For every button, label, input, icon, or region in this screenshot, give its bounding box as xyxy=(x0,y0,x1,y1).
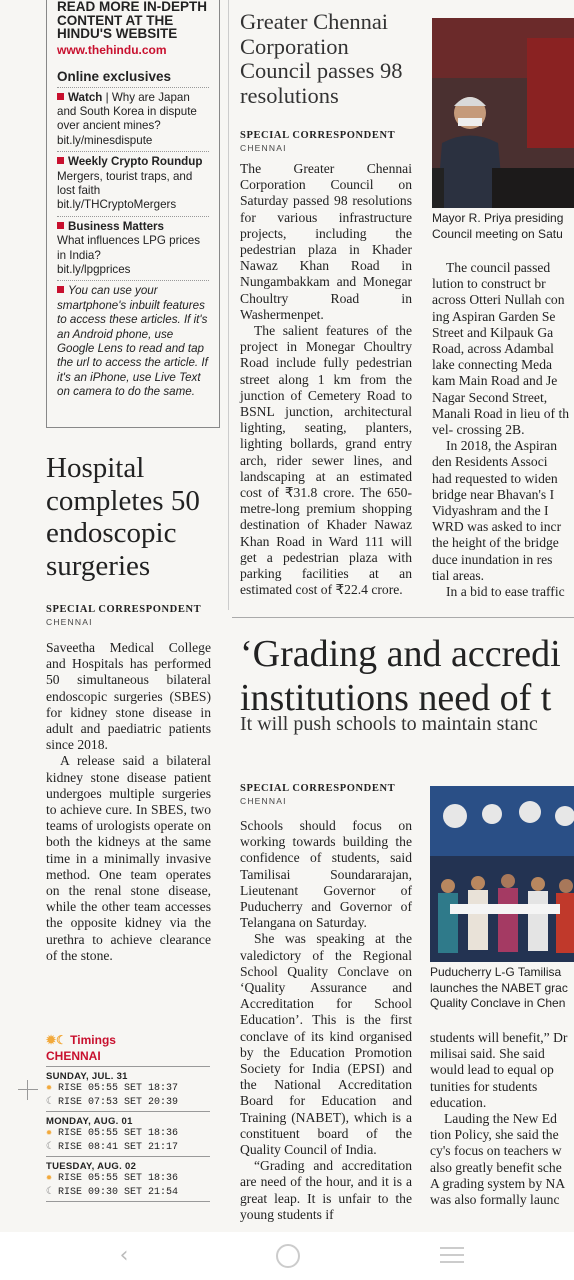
promo-item-label: Business Matters xyxy=(68,219,165,233)
dateline: CHENNAI xyxy=(46,617,93,627)
column-line: cy's focus on teachers w xyxy=(430,1143,562,1159)
timings-title xyxy=(46,1033,210,1047)
column-line: students will benefit,” Dr xyxy=(430,1030,568,1045)
gcc-byline-block xyxy=(240,130,420,153)
promo-note-text: You can use your smartphone's inbuilt features to access these articles. If it's an Android phone, use Google Lens to read and tap the url to access the article. If it's an iPhone, use Live Text on camera to do the same. xyxy=(57,284,208,399)
caption-line: Council meeting on Satu xyxy=(432,226,563,241)
column-divider xyxy=(228,0,229,610)
column-line: Lauding the New Ed xyxy=(444,1111,557,1127)
conclave-photo-image xyxy=(430,786,574,962)
site-url[interactable]: www.thehindu.com xyxy=(57,42,167,57)
conclave-photo xyxy=(430,786,574,962)
timings-title-text: Timings xyxy=(70,1033,116,1047)
sun-icon: ✹ xyxy=(46,1128,53,1139)
timings-city: CHENNAI xyxy=(46,1049,210,1067)
column-line: ing Aspiran Garden Se xyxy=(432,308,556,324)
sun-moon-icon: ✹☾ xyxy=(46,1033,67,1047)
column-line: den Residents Associ xyxy=(432,454,548,470)
online-promo-box xyxy=(46,0,220,428)
column-line: lution to construct br xyxy=(432,276,546,292)
sun-row xyxy=(46,1172,210,1186)
moon-icon: ☾ xyxy=(46,1141,53,1153)
column-line: kam Main Road and Je xyxy=(432,373,558,389)
column-line: bridge near Bhavan's I xyxy=(432,486,555,502)
headline-line: institutions need of t xyxy=(240,677,552,719)
timings-day: MONDAY, AUG. 01 xyxy=(46,1116,133,1127)
sun-row xyxy=(46,1082,210,1096)
promo-item-link[interactable]: bit.ly/minesdispute xyxy=(57,133,153,147)
moon-row xyxy=(46,1096,210,1110)
hospital-byline-block xyxy=(46,604,216,627)
column-line: education. xyxy=(430,1094,487,1110)
article-paragraph: She was speaking at the valedictory of the Regional School Quality Conclave on ‘Quality Assurance and Accreditation for School Education’. This is the first conclave of its kind organised by the Education Promotion Society for India (EPSI) and the National Accreditation Board for Education and Training (NABET), which is a constituent board of the Quality Council of India. xyxy=(240,931,412,1158)
column-line: was also formally launc xyxy=(430,1192,560,1208)
article-paragraph: Schools should focus on working towards building the confidence of students, said Tamilisai Soundararajan, Lieutenant Governor of Puducherry and Governor of Telangana on Saturday. xyxy=(240,818,412,931)
column-line: The council passed xyxy=(446,260,551,275)
moon-icon: ☾ xyxy=(46,1186,53,1198)
article-paragraph: The salient features of the project in Monegar Choultry Road include fully pedestrian street along 1 km from the junction of Cemetery Road to BSNL junction, architectural lighting, seating, planters, lighting bollards, grand entry arch, rider sewer lines, and landscaping at an estimated cost of ₹31.8 crore. The 650-metre-long premium shopping destination of Khader Nawaz Khan Road in Ward 111 will get a pedestrian plaza with parking facilities at an estimated cost of ₹22.4 crore. xyxy=(240,323,412,598)
bullet-square-icon xyxy=(57,286,64,293)
home-icon[interactable] xyxy=(276,1244,300,1268)
byline: SPECIAL CORRESPONDENT xyxy=(240,130,396,141)
byline: SPECIAL CORRESPONDENT xyxy=(46,604,202,615)
moon-times: RISE 08:41 SET 21:17 xyxy=(58,1141,179,1153)
promo-item-link[interactable]: bit.ly/lpgprices xyxy=(57,262,131,276)
moon-row xyxy=(46,1186,210,1200)
moon-row xyxy=(46,1141,210,1155)
bullet-square-icon xyxy=(57,157,64,164)
section-divider xyxy=(232,617,574,618)
sun-icon: ✹ xyxy=(46,1083,53,1094)
timings-day-block xyxy=(46,1071,210,1112)
grading-subhead: It will push schools to maintain stanc xyxy=(240,713,538,735)
caption-line: Quality Conclave in Chen xyxy=(430,996,566,1010)
column-line: had requested to widen xyxy=(432,470,558,486)
promo-item-crypto xyxy=(57,151,209,216)
article-paragraph: “Grading and accreditation are need of the hour, and it is a great leap. It is unfair to the young students if xyxy=(240,1158,412,1222)
gcc-article-column-3 xyxy=(432,260,574,600)
promo-item-business xyxy=(57,216,209,281)
column-text xyxy=(432,260,574,600)
promo-item-label: Weekly Crypto Roundup xyxy=(68,155,203,169)
promo-item-text: What influences LPG prices in India? xyxy=(57,234,201,262)
recent-apps-icon[interactable] xyxy=(440,1247,464,1263)
sun-times: RISE 05:55 SET 18:36 xyxy=(58,1173,179,1184)
column-line: the height of the bridge xyxy=(432,535,559,551)
council-photo-image xyxy=(432,18,574,208)
hospital-headline: Hospital completes 50 endoscopic surgeries xyxy=(46,452,200,582)
promo-note xyxy=(57,280,209,402)
caption-line: Mayor R. Priya presiding xyxy=(432,211,564,225)
caption-line: Puducherry L-G Tamilisa xyxy=(430,965,562,979)
grading-byline-block xyxy=(240,783,420,806)
grading-headline xyxy=(240,632,574,720)
dateline: CHENNAI xyxy=(240,796,287,806)
system-navigation-bar xyxy=(0,1232,574,1280)
column-line: tion Policy, she said the xyxy=(430,1127,559,1143)
column-text xyxy=(430,1030,574,1208)
back-icon[interactable]: ‹ xyxy=(119,1243,129,1268)
promo-item-text: | Why are Japan and South Korea in dispute over ancient mines? xyxy=(57,90,197,133)
article-paragraph: Saveetha Medical College and Hospitals has performed 50 simultaneous bilateral endoscopic surgeries (SBES) for kidney stone disease in adult and paediatric patients since 2018. xyxy=(46,640,211,753)
column-line: A grading system by NA xyxy=(430,1175,566,1191)
sun-times: RISE 05:55 SET 18:37 xyxy=(58,1083,179,1094)
moon-icon: ☾ xyxy=(46,1096,53,1108)
dateline: CHENNAI xyxy=(240,143,287,153)
sun-icon: ✹ xyxy=(46,1173,53,1184)
sun-moon-timings xyxy=(46,1033,210,1202)
moon-times: RISE 09:30 SET 21:54 xyxy=(58,1186,179,1198)
gcc-headline: Greater Chennai Corporation Council passes 98 resolutions xyxy=(240,9,403,109)
byline: SPECIAL CORRESPONDENT xyxy=(240,783,396,794)
column-line: Vidyashram and the I xyxy=(432,503,549,519)
column-line: vel- crossing 2B. xyxy=(432,422,525,438)
conclave-photo-caption xyxy=(430,965,574,1012)
caption-line: launches the NABET grac xyxy=(430,980,568,995)
column-line: would lead to equal op xyxy=(430,1062,554,1078)
headline-line: ‘Grading and accredi xyxy=(240,633,561,675)
column-line: tunities for students xyxy=(430,1078,538,1094)
timings-day-block xyxy=(46,1116,210,1157)
promo-item-label: Watch xyxy=(68,90,103,104)
hospital-article-body xyxy=(46,640,211,964)
timings-day-block xyxy=(46,1161,210,1202)
sun-times: RISE 05:55 SET 18:36 xyxy=(58,1128,179,1139)
column-line: tial areas. xyxy=(432,567,485,583)
council-photo-caption xyxy=(432,211,574,242)
crosshair-marker xyxy=(18,1080,38,1100)
council-meeting-photo xyxy=(432,18,574,208)
column-line: Nagar Second Street, xyxy=(432,389,548,405)
column-line: In a bid to ease traffic xyxy=(446,584,565,600)
column-line: WRD was asked to incr xyxy=(432,519,562,535)
column-line: across Otteri Nullah con xyxy=(432,292,565,308)
column-line: milisai said. She said xyxy=(430,1046,545,1062)
timings-day: SUNDAY, JUL. 31 xyxy=(46,1071,128,1082)
article-paragraph: The Greater Chennai Corporation Council on Saturday passed 98 resolutions for various infrastructure projects, including the pedestrian plaza in Khader Nawaz Khan Road in Nungambakkam and Monegar Choultry Road in Washermenpet. xyxy=(240,161,412,322)
sun-row xyxy=(46,1127,210,1141)
column-line: Road, across Adambal xyxy=(432,341,554,357)
promo-item-text: Mergers, tourist traps, and lost faith xyxy=(57,169,193,197)
grading-article-column-3 xyxy=(430,1030,574,1208)
column-line: lake connecting Meda xyxy=(432,357,553,373)
column-line: also greatly benefit sche xyxy=(430,1159,562,1175)
promo-item-link[interactable]: bit.ly/THCryptoMergers xyxy=(57,198,177,212)
column-line: duce inundation in res xyxy=(432,551,553,567)
promo-item-watch xyxy=(57,87,209,152)
bullet-square-icon xyxy=(57,93,64,100)
bullet-square-icon xyxy=(57,222,64,229)
column-line: Street and Kilpauk Ga xyxy=(432,324,554,340)
gcc-article-body xyxy=(240,161,412,598)
online-exclusives-heading: Online exclusives xyxy=(57,68,172,84)
column-line: In 2018, the Aspiran xyxy=(446,438,557,454)
timings-day: TUESDAY, AUG. 02 xyxy=(46,1161,137,1172)
grading-article-body xyxy=(240,818,412,1223)
article-paragraph: A release said a bilateral kidney stone disease patient undergoes multiple surgeries to achieve cure. In SBES, two teams of urologists operate on both the kidneys at the same time in a minimally invasive method. One team operates on the renal stone disease, while the other team accesses the opposite kidney via the urethra to achieve clearance of the stone. xyxy=(46,753,211,963)
read-more-heading: READ MORE IN-DEPTH CONTENT AT THE HINDU'S WEBSITE xyxy=(57,0,208,41)
column-line: Manali Road in lieu of th xyxy=(432,405,570,421)
moon-times: RISE 07:53 SET 20:39 xyxy=(58,1096,179,1108)
